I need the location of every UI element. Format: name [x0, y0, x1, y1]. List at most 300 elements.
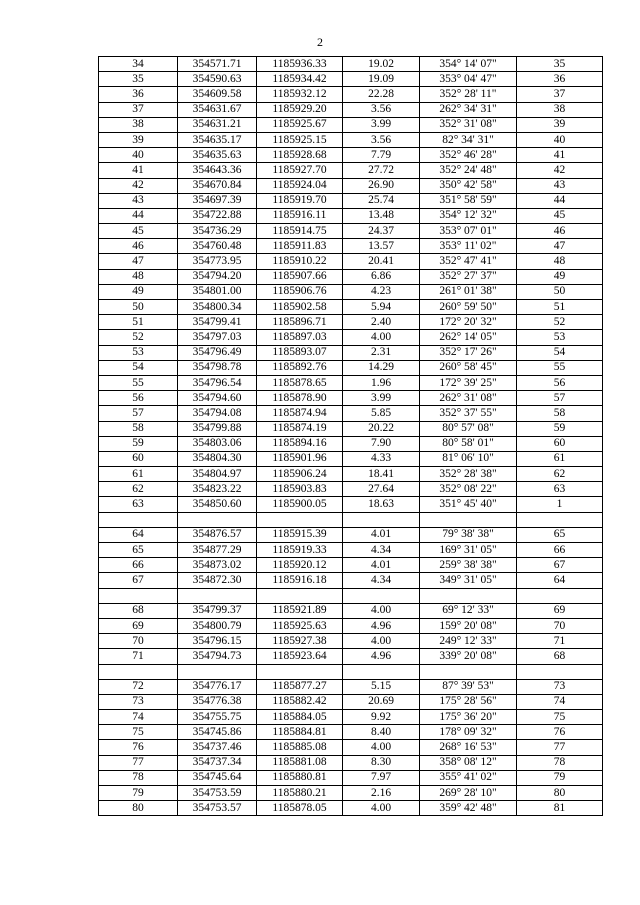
table-row [99, 527, 603, 542]
direction-angle-cell: 69° 12' 33" [420, 603, 517, 618]
point-number-cell: 36 [99, 87, 178, 102]
y-coordinate-cell: 1185929.20 [257, 102, 343, 117]
y-coordinate-cell: 1185881.08 [257, 755, 343, 770]
x-coordinate-cell: 354631.67 [178, 102, 257, 117]
point-number-cell: 55 [99, 375, 178, 390]
direction-angle-cell: 354° 14' 07" [420, 57, 517, 72]
x-coordinate-cell: 354697.39 [178, 193, 257, 208]
x-coordinate-cell: 354872.30 [178, 573, 257, 588]
segment-length-cell: 4.23 [343, 284, 420, 299]
y-coordinate-cell: 1185874.94 [257, 406, 343, 421]
next-point-cell: 67 [517, 558, 603, 573]
direction-angle-cell: 349° 31' 05" [420, 573, 517, 588]
y-coordinate-cell: 1185903.83 [257, 482, 343, 497]
point-number-cell: 72 [99, 679, 178, 694]
next-point-cell: 50 [517, 284, 603, 299]
next-point-cell: 62 [517, 467, 603, 482]
x-coordinate-cell: 354794.73 [178, 649, 257, 664]
segment-length-cell: 18.41 [343, 467, 420, 482]
next-point-cell: 64 [517, 573, 603, 588]
table-row [99, 710, 603, 725]
segment-length-cell: 6.86 [343, 269, 420, 284]
table-row [99, 239, 603, 254]
table-row [99, 360, 603, 375]
x-coordinate-cell: 354800.34 [178, 300, 257, 315]
direction-angle-cell: 262° 14' 05" [420, 330, 517, 345]
segment-length-cell: 3.99 [343, 117, 420, 132]
y-coordinate-cell: 1185927.70 [257, 163, 343, 178]
segment-length-cell: 4.00 [343, 801, 420, 816]
point-number-cell: 64 [99, 527, 178, 542]
segment-length-cell: 20.41 [343, 254, 420, 269]
point-number-cell: 76 [99, 740, 178, 755]
direction-angle-cell: 172° 20' 32" [420, 315, 517, 330]
y-coordinate-cell: 1185900.05 [257, 497, 343, 512]
y-coordinate-cell: 1185920.12 [257, 558, 343, 573]
point-number-cell: 56 [99, 391, 178, 406]
point-number-cell: 69 [99, 618, 178, 633]
y-coordinate-cell: 1185921.89 [257, 603, 343, 618]
direction-angle-cell: 352° 47' 41" [420, 254, 517, 269]
table-row [99, 649, 603, 664]
segment-length-cell: 19.09 [343, 72, 420, 87]
x-coordinate-cell: 354753.57 [178, 801, 257, 816]
x-coordinate-cell: 354794.08 [178, 406, 257, 421]
table-row [99, 543, 603, 558]
table-row [99, 467, 603, 482]
point-number-cell: 63 [99, 497, 178, 512]
y-coordinate-cell: 1185915.39 [257, 527, 343, 542]
next-point-cell: 44 [517, 193, 603, 208]
segment-length-cell: 7.79 [343, 148, 420, 163]
table-row [99, 72, 603, 87]
point-number-cell: 49 [99, 284, 178, 299]
next-point-cell: 49 [517, 269, 603, 284]
point-number-cell: 57 [99, 406, 178, 421]
table-row [99, 178, 603, 193]
next-point-cell: 58 [517, 406, 603, 421]
table-row [99, 300, 603, 315]
direction-angle-cell: 178° 09' 32" [420, 725, 517, 740]
table-row [99, 208, 603, 223]
y-coordinate-cell: 1185874.19 [257, 421, 343, 436]
y-coordinate-cell: 1185901.96 [257, 451, 343, 466]
y-coordinate-cell: 1185907.66 [257, 269, 343, 284]
direction-angle-cell: 358° 08' 12" [420, 755, 517, 770]
next-point-cell: 80 [517, 786, 603, 801]
y-coordinate-cell: 1185897.03 [257, 330, 343, 345]
direction-angle-cell: 359° 42' 48" [420, 801, 517, 816]
y-coordinate-cell: 1185911.83 [257, 239, 343, 254]
table-row [99, 770, 603, 785]
direction-angle-cell: 351° 58' 59" [420, 193, 517, 208]
y-coordinate-cell: 1185923.64 [257, 649, 343, 664]
y-coordinate-cell: 1185927.38 [257, 634, 343, 649]
x-coordinate-cell: 354643.36 [178, 163, 257, 178]
next-point-cell: 56 [517, 375, 603, 390]
y-coordinate-cell: 1185878.90 [257, 391, 343, 406]
segment-length-cell: 14.29 [343, 360, 420, 375]
direction-angle-cell: 352° 37' 55" [420, 406, 517, 421]
x-coordinate-cell: 354796.15 [178, 634, 257, 649]
direction-angle-cell: 262° 34' 31" [420, 102, 517, 117]
x-coordinate-cell: 354850.60 [178, 497, 257, 512]
direction-angle-cell: 82° 34' 31" [420, 132, 517, 147]
table-row [99, 375, 603, 390]
x-coordinate-cell: 354873.02 [178, 558, 257, 573]
direction-angle-cell: 169° 31' 05" [420, 543, 517, 558]
table-row [99, 284, 603, 299]
next-point-cell: 48 [517, 254, 603, 269]
x-coordinate-cell: 354876.57 [178, 527, 257, 542]
point-number-cell [99, 512, 178, 527]
y-coordinate-cell: 1185928.68 [257, 148, 343, 163]
next-point-cell: 46 [517, 224, 603, 239]
point-number-cell: 59 [99, 436, 178, 451]
table-row [99, 57, 603, 72]
table-row [99, 132, 603, 147]
segment-length-cell: 3.56 [343, 102, 420, 117]
point-number-cell: 70 [99, 634, 178, 649]
next-point-cell: 76 [517, 725, 603, 740]
table-row [99, 451, 603, 466]
y-coordinate-cell: 1185882.42 [257, 694, 343, 709]
y-coordinate-cell [257, 664, 343, 679]
point-number-cell: 45 [99, 224, 178, 239]
direction-angle-cell: 354° 12' 32" [420, 208, 517, 223]
table-row [99, 573, 603, 588]
table-row [99, 436, 603, 451]
point-number-cell: 43 [99, 193, 178, 208]
y-coordinate-cell: 1185884.05 [257, 710, 343, 725]
x-coordinate-cell: 354799.41 [178, 315, 257, 330]
table-row [99, 679, 603, 694]
point-number-cell: 67 [99, 573, 178, 588]
direction-angle-cell: 175° 36' 20" [420, 710, 517, 725]
point-number-cell: 42 [99, 178, 178, 193]
point-number-cell: 41 [99, 163, 178, 178]
next-point-cell: 54 [517, 345, 603, 360]
direction-angle-cell: 259° 38' 38" [420, 558, 517, 573]
next-point-cell: 41 [517, 148, 603, 163]
x-coordinate-cell: 354635.63 [178, 148, 257, 163]
segment-length-cell: 2.40 [343, 315, 420, 330]
point-number-cell: 47 [99, 254, 178, 269]
x-coordinate-cell: 354631.21 [178, 117, 257, 132]
segment-length-cell: 25.74 [343, 193, 420, 208]
next-point-cell: 45 [517, 208, 603, 223]
next-point-cell [517, 512, 603, 527]
segment-length-cell: 27.64 [343, 482, 420, 497]
segment-length-cell: 4.96 [343, 618, 420, 633]
point-number-cell: 46 [99, 239, 178, 254]
segment-length-cell: 13.57 [343, 239, 420, 254]
table-row [99, 117, 603, 132]
table-row [99, 603, 603, 618]
direction-angle-cell: 352° 46' 28" [420, 148, 517, 163]
direction-angle-cell: 350° 42' 58" [420, 178, 517, 193]
y-coordinate-cell: 1185925.67 [257, 117, 343, 132]
next-point-cell: 47 [517, 239, 603, 254]
table-row [99, 102, 603, 117]
next-point-cell: 75 [517, 710, 603, 725]
table-row [99, 786, 603, 801]
point-number-cell: 80 [99, 801, 178, 816]
point-number-cell: 48 [99, 269, 178, 284]
direction-angle-cell: 80° 58' 01" [420, 436, 517, 451]
table-row [99, 224, 603, 239]
x-coordinate-cell: 354590.63 [178, 72, 257, 87]
point-number-cell [99, 664, 178, 679]
table-row [99, 694, 603, 709]
x-coordinate-cell: 354877.29 [178, 543, 257, 558]
x-coordinate-cell: 354801.00 [178, 284, 257, 299]
x-coordinate-cell: 354760.48 [178, 239, 257, 254]
direction-angle-cell: 353° 04' 47" [420, 72, 517, 87]
x-coordinate-cell: 354635.17 [178, 132, 257, 147]
x-coordinate-cell: 354803.06 [178, 436, 257, 451]
table-row [99, 421, 603, 436]
direction-angle-cell: 269° 28' 10" [420, 786, 517, 801]
point-number-cell: 79 [99, 786, 178, 801]
segment-length-cell [343, 512, 420, 527]
direction-angle-cell: 352° 28' 38" [420, 467, 517, 482]
x-coordinate-cell: 354776.38 [178, 694, 257, 709]
table-row [99, 391, 603, 406]
y-coordinate-cell: 1185878.05 [257, 801, 343, 816]
next-point-cell: 69 [517, 603, 603, 618]
y-coordinate-cell: 1185892.76 [257, 360, 343, 375]
direction-angle-cell: 249° 12' 33" [420, 634, 517, 649]
segment-length-cell: 4.00 [343, 603, 420, 618]
segment-length-cell: 4.34 [343, 573, 420, 588]
segment-length-cell: 20.22 [343, 421, 420, 436]
direction-angle-cell: 355° 41' 02" [420, 770, 517, 785]
x-coordinate-cell: 354609.58 [178, 87, 257, 102]
x-coordinate-cell: 354773.95 [178, 254, 257, 269]
y-coordinate-cell: 1185880.21 [257, 786, 343, 801]
point-number-cell: 40 [99, 148, 178, 163]
coordinates-table [98, 56, 603, 816]
x-coordinate-cell [178, 512, 257, 527]
next-point-cell: 63 [517, 482, 603, 497]
next-point-cell: 43 [517, 178, 603, 193]
direction-angle-cell: 261° 01' 38" [420, 284, 517, 299]
coordinates-table-body [99, 57, 603, 816]
segment-length-cell: 8.30 [343, 755, 420, 770]
x-coordinate-cell: 354755.75 [178, 710, 257, 725]
y-coordinate-cell: 1185884.81 [257, 725, 343, 740]
table-row [99, 755, 603, 770]
y-coordinate-cell: 1185925.15 [257, 132, 343, 147]
direction-angle-cell: 352° 27' 37" [420, 269, 517, 284]
y-coordinate-cell: 1185896.71 [257, 315, 343, 330]
direction-angle-cell: 353° 11' 02" [420, 239, 517, 254]
x-coordinate-cell: 354799.88 [178, 421, 257, 436]
segment-length-cell: 4.01 [343, 527, 420, 542]
y-coordinate-cell [257, 512, 343, 527]
table-row [99, 269, 603, 284]
point-number-cell [99, 588, 178, 603]
x-coordinate-cell: 354804.30 [178, 451, 257, 466]
page-number: 2 [317, 35, 323, 49]
point-number-cell: 74 [99, 710, 178, 725]
y-coordinate-cell: 1185885.08 [257, 740, 343, 755]
table-row [99, 87, 603, 102]
x-coordinate-cell: 354798.78 [178, 360, 257, 375]
y-coordinate-cell [257, 588, 343, 603]
y-coordinate-cell: 1185878.65 [257, 375, 343, 390]
point-number-cell: 61 [99, 467, 178, 482]
table-row [99, 315, 603, 330]
x-coordinate-cell: 354804.97 [178, 467, 257, 482]
table-row [99, 330, 603, 345]
segment-length-cell: 19.02 [343, 57, 420, 72]
segment-length-cell: 22.28 [343, 87, 420, 102]
point-number-cell: 35 [99, 72, 178, 87]
table-row [99, 558, 603, 573]
table-row [99, 148, 603, 163]
segment-length-cell: 5.94 [343, 300, 420, 315]
segment-length-cell: 4.96 [343, 649, 420, 664]
x-coordinate-cell: 354745.64 [178, 770, 257, 785]
y-coordinate-cell: 1185877.27 [257, 679, 343, 694]
point-number-cell: 60 [99, 451, 178, 466]
direction-angle-cell: 352° 17' 26" [420, 345, 517, 360]
segment-length-cell: 3.56 [343, 132, 420, 147]
x-coordinate-cell [178, 588, 257, 603]
segment-length-cell: 8.40 [343, 725, 420, 740]
point-number-cell: 73 [99, 694, 178, 709]
y-coordinate-cell: 1185914.75 [257, 224, 343, 239]
point-number-cell: 44 [99, 208, 178, 223]
next-point-cell: 78 [517, 755, 603, 770]
y-coordinate-cell: 1185893.07 [257, 345, 343, 360]
y-coordinate-cell: 1185906.24 [257, 467, 343, 482]
segment-length-cell: 4.00 [343, 740, 420, 755]
direction-angle-cell: 352° 31' 08" [420, 117, 517, 132]
segment-length-cell: 20.69 [343, 694, 420, 709]
y-coordinate-cell: 1185906.76 [257, 284, 343, 299]
next-point-cell: 38 [517, 102, 603, 117]
next-point-cell: 68 [517, 649, 603, 664]
x-coordinate-cell: 354670.84 [178, 178, 257, 193]
table-separator-row [99, 512, 603, 527]
x-coordinate-cell: 354794.60 [178, 391, 257, 406]
table-row [99, 254, 603, 269]
x-coordinate-cell: 354753.59 [178, 786, 257, 801]
table-row [99, 634, 603, 649]
y-coordinate-cell: 1185919.70 [257, 193, 343, 208]
y-coordinate-cell: 1185924.04 [257, 178, 343, 193]
y-coordinate-cell: 1185916.11 [257, 208, 343, 223]
next-point-cell: 57 [517, 391, 603, 406]
direction-angle-cell: 260° 59' 50" [420, 300, 517, 315]
segment-length-cell: 26.90 [343, 178, 420, 193]
point-number-cell: 38 [99, 117, 178, 132]
next-point-cell: 60 [517, 436, 603, 451]
point-number-cell: 51 [99, 315, 178, 330]
table-row [99, 801, 603, 816]
x-coordinate-cell: 354737.46 [178, 740, 257, 755]
y-coordinate-cell: 1185902.58 [257, 300, 343, 315]
x-coordinate-cell: 354794.20 [178, 269, 257, 284]
next-point-cell: 1 [517, 497, 603, 512]
segment-length-cell: 4.01 [343, 558, 420, 573]
segment-length-cell [343, 664, 420, 679]
point-number-cell: 54 [99, 360, 178, 375]
direction-angle-cell: 87° 39' 53" [420, 679, 517, 694]
point-number-cell: 71 [99, 649, 178, 664]
next-point-cell: 81 [517, 801, 603, 816]
direction-angle-cell: 79° 38' 38" [420, 527, 517, 542]
x-coordinate-cell: 354796.49 [178, 345, 257, 360]
x-coordinate-cell: 354823.22 [178, 482, 257, 497]
next-point-cell: 36 [517, 72, 603, 87]
table-row [99, 163, 603, 178]
point-number-cell: 50 [99, 300, 178, 315]
segment-length-cell [343, 588, 420, 603]
next-point-cell: 65 [517, 527, 603, 542]
direction-angle-cell: 352° 24' 48" [420, 163, 517, 178]
next-point-cell: 61 [517, 451, 603, 466]
direction-angle-cell: 351° 45' 40" [420, 497, 517, 512]
next-point-cell: 66 [517, 543, 603, 558]
direction-angle-cell: 81° 06' 10" [420, 451, 517, 466]
y-coordinate-cell: 1185925.63 [257, 618, 343, 633]
direction-angle-cell: 352° 28' 11" [420, 87, 517, 102]
y-coordinate-cell: 1185919.33 [257, 543, 343, 558]
segment-length-cell: 9.92 [343, 710, 420, 725]
next-point-cell [517, 588, 603, 603]
table-row [99, 618, 603, 633]
point-number-cell: 39 [99, 132, 178, 147]
table-separator-row [99, 588, 603, 603]
table-row [99, 740, 603, 755]
point-number-cell: 65 [99, 543, 178, 558]
direction-angle-cell: 262° 31' 08" [420, 391, 517, 406]
next-point-cell: 37 [517, 87, 603, 102]
y-coordinate-cell: 1185936.33 [257, 57, 343, 72]
next-point-cell: 74 [517, 694, 603, 709]
direction-angle-cell [420, 588, 517, 603]
segment-length-cell: 4.00 [343, 330, 420, 345]
table-row [99, 193, 603, 208]
segment-length-cell: 13.48 [343, 208, 420, 223]
x-coordinate-cell: 354776.17 [178, 679, 257, 694]
next-point-cell: 59 [517, 421, 603, 436]
next-point-cell: 77 [517, 740, 603, 755]
direction-angle-cell: 175° 28' 56" [420, 694, 517, 709]
next-point-cell: 35 [517, 57, 603, 72]
y-coordinate-cell: 1185894.16 [257, 436, 343, 451]
next-point-cell: 40 [517, 132, 603, 147]
next-point-cell: 79 [517, 770, 603, 785]
next-point-cell: 39 [517, 117, 603, 132]
y-coordinate-cell: 1185916.18 [257, 573, 343, 588]
direction-angle-cell [420, 664, 517, 679]
y-coordinate-cell: 1185910.22 [257, 254, 343, 269]
point-number-cell: 37 [99, 102, 178, 117]
table-separator-row [99, 664, 603, 679]
table-row [99, 345, 603, 360]
x-coordinate-cell: 354745.86 [178, 725, 257, 740]
next-point-cell: 71 [517, 634, 603, 649]
x-coordinate-cell: 354736.29 [178, 224, 257, 239]
table-row [99, 406, 603, 421]
x-coordinate-cell: 354796.54 [178, 375, 257, 390]
point-number-cell: 34 [99, 57, 178, 72]
